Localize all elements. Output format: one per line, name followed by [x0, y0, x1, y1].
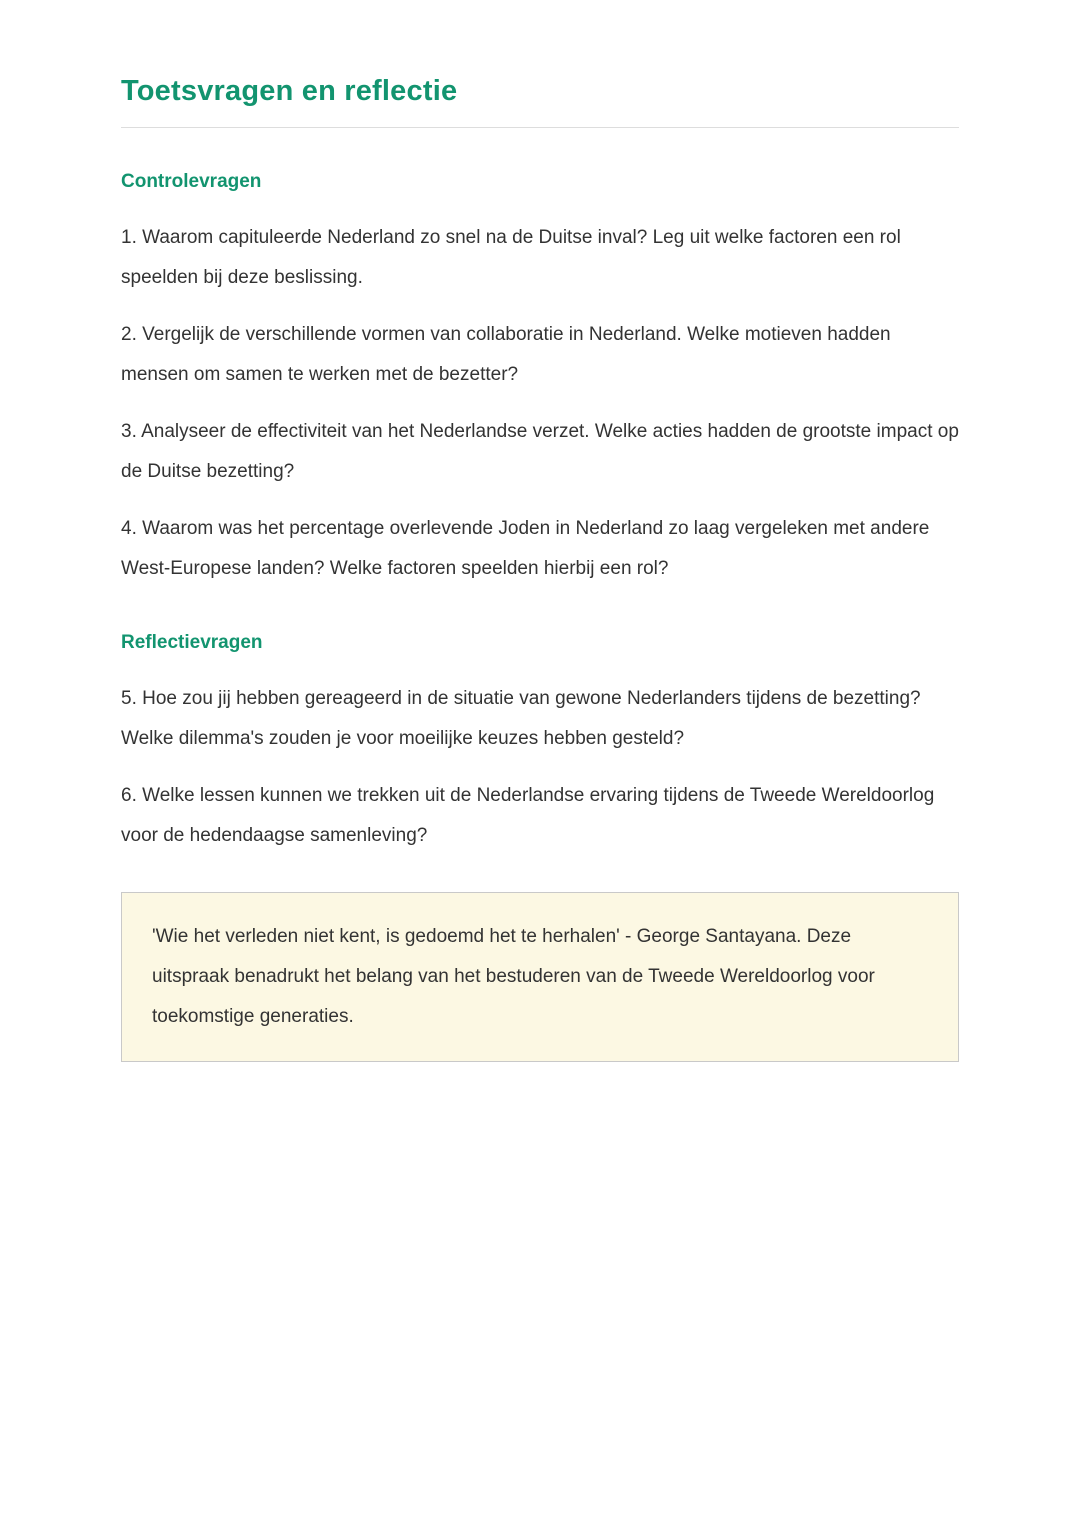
- question-6: 6. Welke lessen kunnen we trekken uit de Nederlandse ervaring tijdens de Tweede Wereldoorlog voor de hedendaagse samenleving?: [121, 785, 935, 846]
- question-2: 2. Vergelijk de verschillende vormen van collaboratie in Nederland. Welke motieven hadden mensen om samen te werken met de bezetter?: [121, 324, 891, 385]
- question-3: 3. Analyseer de effectiviteit van het Nederlandse verzet. Welke acties hadden de grootste impact op de Duitse bezetting?: [121, 421, 959, 482]
- question-4: 4. Waarom was het percentage overlevende Joden in Nederland zo laag vergeleken met andere West-Europese landen? Welke factoren speelden hierbij een rol?: [121, 518, 930, 579]
- quote-callout: [121, 892, 959, 1062]
- quote-text: 'Wie het verleden niet kent, is gedoemd het te herhalen' - George Santayana. Deze uitspraak benadrukt het belang van het bestuderen van de Tweede Wereldoorlog voor toekomstige generaties.: [152, 926, 875, 1027]
- page-title: Toetsvragen en reflectie: [121, 75, 458, 107]
- section-heading-controlevragen: Controlevragen: [121, 171, 262, 192]
- title-divider: [121, 127, 959, 128]
- section-heading-reflectievragen: Reflectievragen: [121, 632, 263, 653]
- question-5: 5. Hoe zou jij hebben gereageerd in de situatie van gewone Nederlanders tijdens de bezetting? Welke dilemma's zouden je voor moeilijke keuzes hebben gesteld?: [121, 688, 921, 749]
- question-1: 1. Waarom capituleerde Nederland zo snel na de Duitse inval? Leg uit welke factoren een rol speelden bij deze beslissing.: [121, 227, 901, 288]
